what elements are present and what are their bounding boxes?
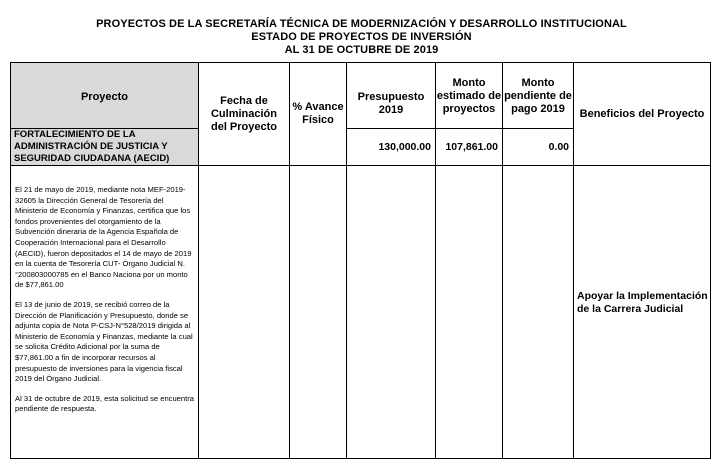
- project-description: [11, 166, 199, 459]
- cell-fecha: [199, 166, 290, 459]
- cell-monto-pendiente: 0.00: [503, 129, 574, 166]
- cell-monto-estimado: 107,861.00: [436, 129, 503, 166]
- cell-presupuesto: 130,000.00: [347, 129, 436, 166]
- header-proyecto: Proyecto: [11, 63, 199, 129]
- project-name: FORTALECIMIENTO DE LA ADMINISTRACIÓN DE JUSTICIA Y SEGURIDAD CIUDADANA (AECID): [11, 129, 199, 166]
- header-presupuesto: Presupuesto 2019: [347, 63, 436, 129]
- header-avance: % Avance Físico: [290, 63, 347, 166]
- project-detail-row: [11, 166, 711, 459]
- cell-empty-pendiente: [503, 166, 574, 459]
- cell-avance: [290, 166, 347, 459]
- title-line-3: AL 31 DE OCTUBRE DE 2019: [284, 44, 439, 56]
- investment-projects-table: [10, 62, 711, 459]
- header-monto-pendiente: Monto pendiente de pago 2019: [503, 63, 574, 129]
- title-line-1: PROYECTOS DE LA SECRETARÍA TÉCNICA DE MODERNIZACIÓN Y DESARROLLO INSTITUCIONAL: [96, 18, 627, 30]
- header-fecha: Fecha de Culminación del Proyecto: [199, 63, 290, 166]
- cell-empty-estimado: [436, 166, 503, 459]
- header-row: [11, 63, 711, 129]
- description-paragraph-2: El 13 de junio de 2019, se recibió correo de la Dirección de Planificación y Presupuesto, donde se adjunta copia de Nota P-CSJ-N°528/2019 dirigida al Ministerio de Economía y Finanzas, mediante la cual se solicita Crédito Adicional por la suma de $77,861.00 a fin de incorporar recursos al presupuesto de inversiones para la vigencia fiscal 2019 del Órgano Judicial.: [15, 299, 193, 384]
- report-title: [0, 18, 723, 57]
- header-monto-estimado: Monto estimado de proyectos: [436, 63, 503, 129]
- cell-beneficios: [574, 166, 711, 459]
- description-paragraph-3: Al 31 de octubre de 2019, esta solicitud se encuentra pendiente de respuesta.: [15, 393, 194, 414]
- description-paragraph-1: El 21 de mayo de 2019, mediante nota MEF-2019-32605 la Dirección General de Tesorería del Ministerio de Economía y Finanzas, certifica que los fondos provenientes del otorgamiento de la Subvención dineraria de la Agencia Española de Cooperación Internacional para el Desarrollo (AECID), fueron depositados el 14 de mayo de 2019 en la cuenta de Tesorería CUT- Órgano Judicial N.°200803000785 en el Banco Naciona por un monto de $77,861.00: [15, 185, 192, 290]
- title-line-2: ESTADO DE PROYECTOS DE INVERSIÓN: [251, 31, 472, 43]
- cell-empty-presupuesto: [347, 166, 436, 459]
- header-beneficios: Beneficios del Proyecto: [574, 63, 711, 166]
- beneficios-text: Apoyar la Implementación de la Carrera Judicial: [577, 290, 708, 315]
